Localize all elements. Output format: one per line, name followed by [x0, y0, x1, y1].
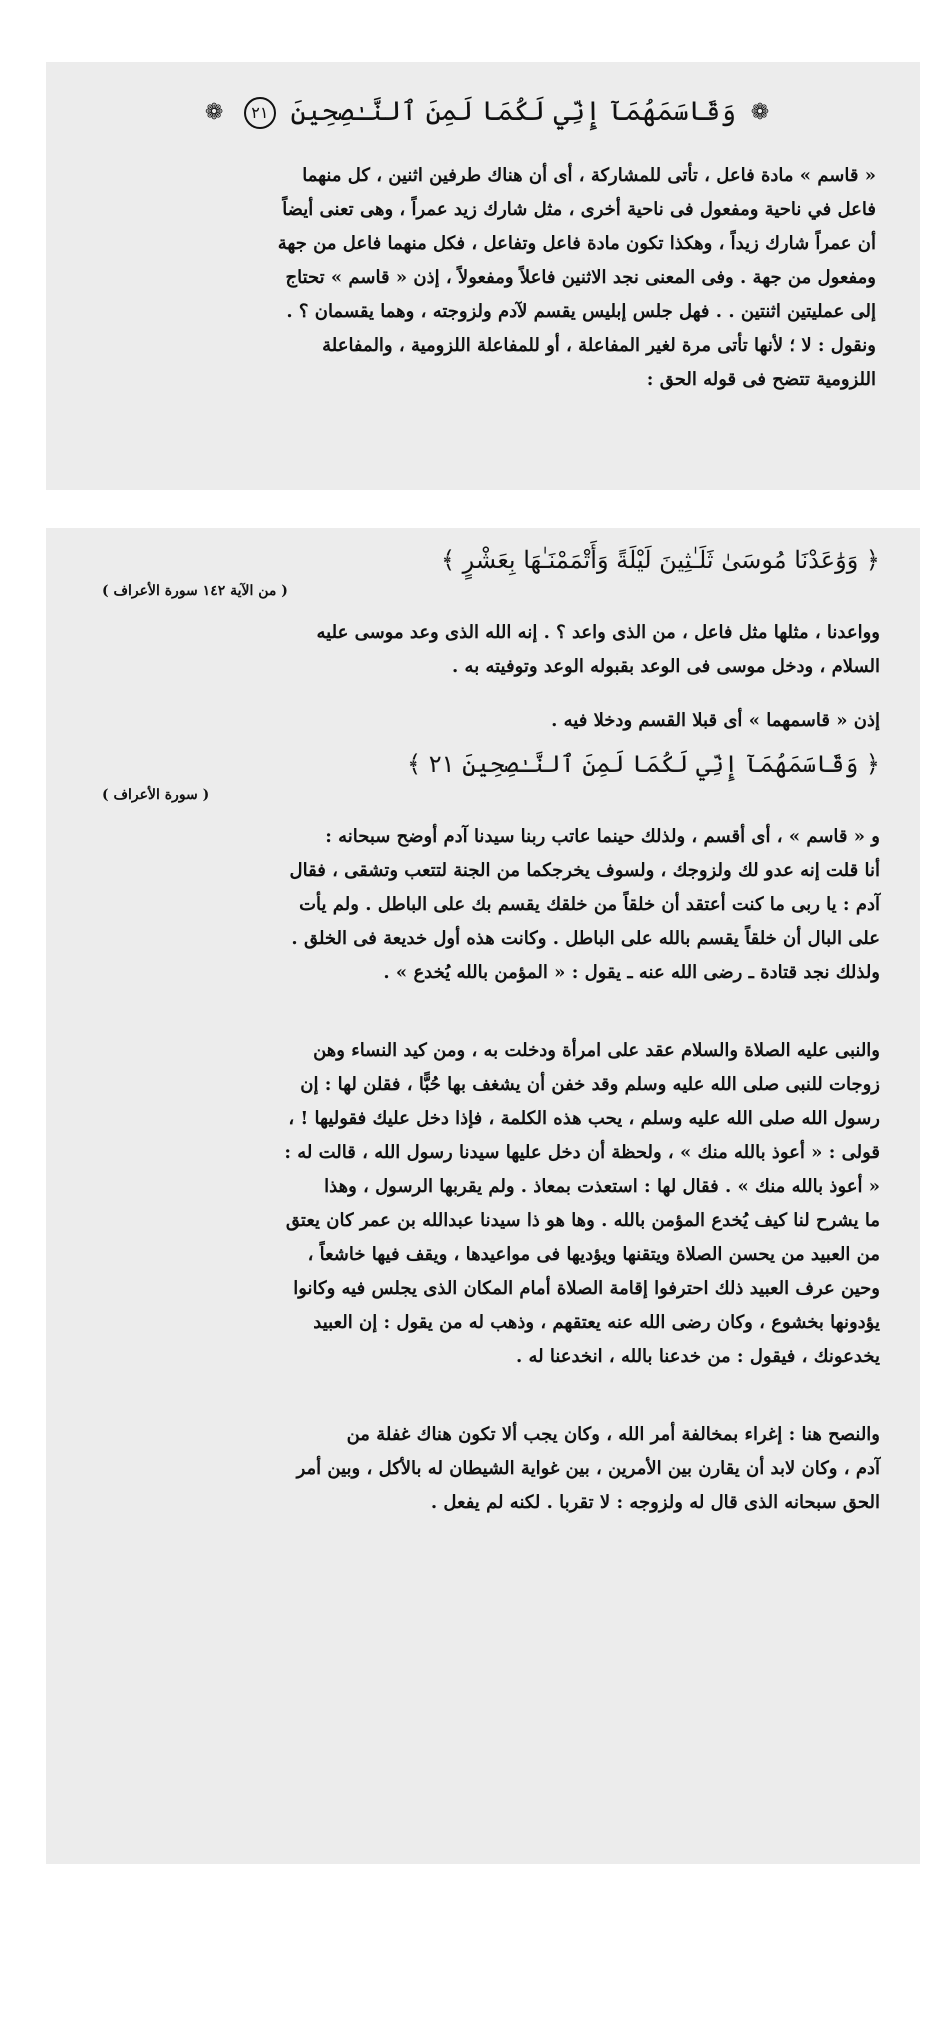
para3-line-1: و « قاسم » ، أى أقسم ، ولذلك حينما عاتب ربنا سيدنا آدم أوضح سبحانه : [325, 826, 880, 847]
top-line-4: ومفعول من جهة . وفى المعنى نجد الاثنين فاعلاً ومفعولاً ، إذن « قاسم » تحتاج [285, 266, 876, 288]
para4-line-8: وحين عرف العبيد ذلك احترفوا إقامة الصلاة أمام المكان الذى يجلس فيه وكانوا [293, 1278, 880, 1299]
para5-line-3: الحق سبحانه الذى قال له ولزوجه : لا تقربا . لكنه لم يفعل . [430, 1492, 880, 1513]
para4-line-3: رسول الله صلى الله عليه وسلم ، يحب هذه الكلمة ، فإذا دخل عليك فقوليها ! ، [288, 1108, 880, 1129]
para4-line-2: زوجات للنبى صلى الله عليه وسلم وقد خفن أن يشغف بها حُبًّا ، فقلن لها : إن [300, 1074, 880, 1095]
top-line-3: أن عمراً شارك زيداً ، وهكذا تكون مادة فاعل وتفاعل ، فكل منهما فاعل من جهة [277, 232, 876, 254]
verse-number-badge: ٢١ [244, 97, 276, 129]
ornament-right-icon: ❁ [750, 99, 770, 125]
para3-line-2: أنا قلت إنه عدو لك ولزوجك ، ولسوف يخرجكما من الجنة لتتعب وتشقى ، فقال [289, 860, 880, 881]
para3-line-4: على البال أن خلقاً يقسم بالله على الباطل . وكانت هذه أول خديعة فى الخلق . [291, 928, 880, 949]
para4-line-4: قولى : « أعوذ بالله منك » ، ولحظة أن دخل عليها سيدنا رسول الله ، قالت له : [284, 1142, 880, 1163]
verse-source-2: ( سورة الأعراف ) [102, 787, 210, 803]
top-excerpt [46, 62, 920, 490]
para2: إذن « قاسمهما » أى قبلا القسم ودخلا فيه . [551, 710, 880, 731]
para1-line-1: وواعدنا ، مثلها مثل فاعل ، من الذى واعد ؟ . إنه الله الذى وعد موسى عليه [316, 622, 880, 643]
para4-line-1: والنبى عليه الصلاة والسلام عقد على امرأة ودخلت به ، ومن كيد النساء وهن [313, 1040, 880, 1061]
para3-line-3: آدم : يا ربى ما كنت أعتقد أن خلقاً من خلقك يقسم بك على الباطل . ولم يأت [299, 894, 880, 915]
verse-source-1: ( من الآية ١٤٢ سورة الأعراف ) [102, 583, 288, 599]
para4-line-5: « أعوذ بالله منك » . فقال لها : استعذت بمعاذ . ولم يقربها الرسول ، وهذا [324, 1176, 880, 1197]
verse-header-text: وَقَاسَمَهُمَآ إِنِّي لَكُمَا لَمِنَ ٱلنَّـٰصِحِينَ [290, 96, 737, 127]
para5-line-1: والنصح هنا : إغراء بمخالفة أمر الله ، وكان يجب ألا تكون هناك غفلة من [346, 1424, 880, 1445]
ornament-left-icon: ❁ [204, 99, 224, 125]
para4-line-7: من العبيد من يحسن الصلاة ويتقنها ويؤديها فى مواعيدها ، ويقف فيها خاشعاً ، [307, 1244, 880, 1265]
top-line-7: اللزومية تتضح فى قوله الحق : [646, 368, 876, 390]
verse-header [98, 90, 876, 135]
verse-quote-1: ﴿ وَوَٰعَدْنَا مُوسَىٰ ثَلَـٰثِينَ لَيْلَةً وَأَتْمَمْنَـٰهَا بِعَشْرٍ ﴾ [440, 546, 880, 574]
top-line-1: « قاسم » مادة فاعل ، تأتى للمشاركة ، أى أن هناك طرفين اثنين ، كل منهما [302, 164, 876, 186]
para5-line-2: آدم ، وكان لابد أن يقارن بين الأمرين ، بين غواية الشيطان له بالأكل ، وبين أمر [296, 1458, 880, 1479]
para4-line-10: يخدعونك ، فيقول : من خدعنا بالله ، انخدعنا له . [515, 1346, 880, 1367]
para3-line-5: ولذلك نجد قتادة ـ رضى الله عنه ـ يقول : « المؤمن بالله يُخدع » . [383, 962, 880, 983]
para4-line-9: يؤدونها بخشوع ، وكان رضى الله عنه يعتقهم ، وذهب له من يقول : إن العبيد [313, 1312, 880, 1333]
para4-line-6: ما يشرح لنا كيف يُخدع المؤمن بالله . وها هو ذا سيدنا عبدالله بن عمر كان يعتق [285, 1210, 880, 1231]
top-line-2: فاعل في ناحية ومفعول فى ناحية أخرى ، مثل شارك زيد عمراً ، وهى تعنى أيضاً [282, 198, 876, 220]
top-line-6: ونقول : لا ؛ لأنها تأتى مرة لغير المفاعلة ، أو للمفاعلة اللزومية ، والمفاعلة [322, 334, 876, 356]
verse-quote-2: ﴿ وَقَاسَمَهُمَآ إِنِّي لَكُمَا لَمِنَ ٱلنَّـٰصِحِينَ ٢١ ﴾ [407, 750, 880, 778]
bottom-excerpt [46, 528, 920, 1864]
para1-line-2: السلام ، ودخل موسى فى الوعد بقبوله الوعد وتوفيته به . [452, 656, 880, 677]
top-line-5: إلى عمليتين اثنتين . . فهل جلس إبليس يقسم لآدم ولزوجته ، وهما يقسمان ؟ . [286, 300, 876, 322]
